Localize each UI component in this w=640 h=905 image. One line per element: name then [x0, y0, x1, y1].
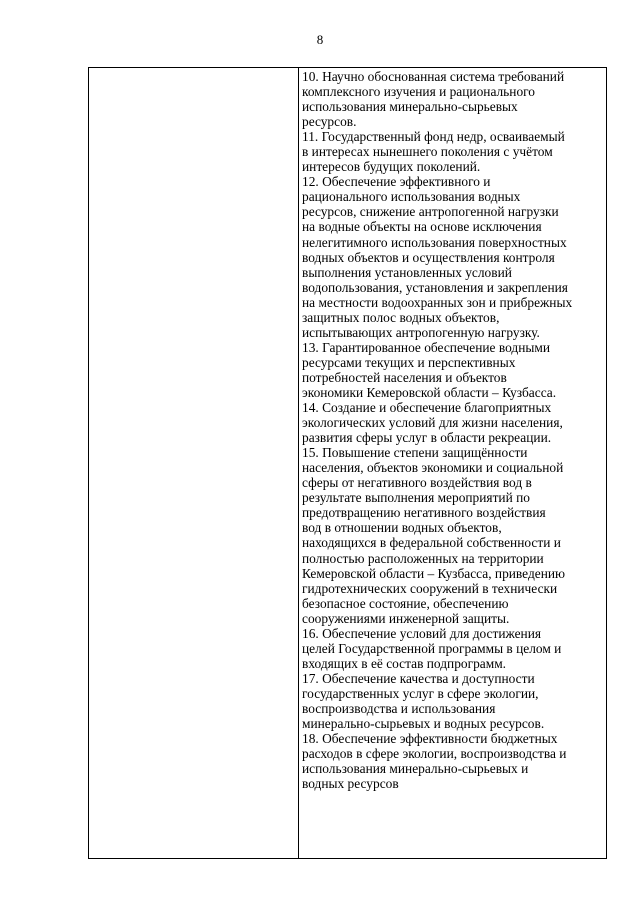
- list-item-line: на водные объекты на основе исключения: [302, 219, 542, 235]
- list-item: [302, 174, 603, 340]
- table-cell-right: [299, 68, 607, 859]
- list-item-line: использования минерально-сырьевых: [302, 99, 518, 115]
- list-item-line: ресурсами текущих и перспективных: [302, 354, 516, 370]
- list-item: [302, 400, 603, 445]
- list-item-line: результате выполнения мероприятий по: [302, 490, 530, 506]
- list-item-line: экономики Кемеровской области – Кузбасса.: [302, 384, 557, 400]
- list-item-line: на местности водоохранных зон и прибрежных: [302, 294, 573, 310]
- list-item-line: водных ресурсов: [302, 776, 399, 792]
- list-item-line: 13. Гарантированное обеспечение водными: [302, 339, 551, 355]
- list-item-line: населения, объектов экономики и социальной: [302, 460, 564, 476]
- list-item-line: ресурсов.: [302, 114, 357, 130]
- list-item-line: водных объектов и осуществления контроля: [302, 249, 555, 265]
- list-item-line: безопасное состояние, обеспечению: [302, 595, 509, 611]
- list-item-line: 17. Обеспечение качества и доступности: [302, 670, 535, 686]
- list-item-line: воспроизводства и использования: [302, 700, 496, 716]
- list-item-line: использования минерально-сырьевых и: [302, 761, 529, 777]
- list-item-line: интересов будущих поколений.: [302, 159, 481, 175]
- goals-list: [299, 68, 606, 858]
- list-item-line: ресурсов, снижение антропогенной нагрузки: [302, 204, 559, 220]
- list-item-line: 11. Государственный фонд недр, осваиваемый: [302, 129, 565, 145]
- list-item-line: 18. Обеспечение эффективности бюджетных: [302, 731, 558, 747]
- list-item-line: вод в отношении водных объектов,: [302, 520, 502, 536]
- list-item-line: экологических условий для жизни населения,: [302, 415, 563, 431]
- list-item-line: защитных полос водных объектов,: [302, 309, 500, 325]
- left-cell-text: [89, 68, 298, 858]
- list-item-line: Кемеровской области – Кузбасса, приведению: [302, 565, 566, 581]
- list-item-line: находящихся в федеральной собственности и: [302, 535, 561, 551]
- page-number: 8: [316, 32, 324, 47]
- table-row: [89, 68, 607, 859]
- list-item-line: выполнения установленных условий: [302, 264, 512, 280]
- list-item-line: рационального использования водных: [302, 189, 521, 205]
- list-item-line: целей Государственной программы в целом и: [302, 640, 562, 656]
- list-item: [302, 731, 603, 791]
- list-item-line: входящих в её состав подпрограмм.: [302, 655, 507, 671]
- list-item-line: 10. Научно обоснованная система требований: [302, 69, 565, 84]
- list-item-line: 15. Повышение степени защищённости: [302, 445, 528, 461]
- list-item-line: комплексного изучения и рационального: [302, 84, 536, 100]
- list-item: [302, 340, 603, 400]
- list-item: [302, 129, 603, 174]
- list-item-line: расходов в сфере экологии, воспроизводства и: [302, 746, 567, 762]
- list-item-line: потребностей населения и объектов: [302, 369, 507, 385]
- list-item-line: испытывающих антропогенную нагрузку.: [302, 324, 540, 340]
- list-item: [302, 69, 603, 129]
- list-item-line: водопользования, установления и закрепления: [302, 279, 568, 295]
- list-item-line: минерально-сырьевых и водных ресурсов.: [302, 716, 545, 732]
- list-item-line: сферы от негативного воздействия вод в: [302, 475, 532, 491]
- list-item-line: предотвращению негативного воздействия: [302, 505, 546, 521]
- list-item-line: нелегитимного использования поверхностных: [302, 234, 567, 250]
- list-item: [302, 626, 603, 671]
- list-item: [302, 445, 603, 626]
- list-item-line: в интересах нынешнего поколения с учётом: [302, 144, 553, 160]
- list-item-line: государственных услуг в сфере экологии,: [302, 685, 539, 701]
- list-item-line: 16. Обеспечение условий для достижения: [302, 625, 542, 641]
- list-item-line: сооружениями инженерной защиты.: [302, 610, 510, 626]
- list-item-line: 12. Обеспечение эффективного и: [302, 174, 491, 190]
- list-item-line: гидротехнических сооружений в технически: [302, 580, 558, 596]
- list-item: [302, 671, 603, 731]
- goals-table: [88, 67, 607, 859]
- list-item-line: развития сферы услуг в области рекреации.: [302, 430, 552, 446]
- table-cell-left: [89, 68, 299, 859]
- list-item-line: полностью расположенных на территории: [302, 550, 544, 566]
- list-item-line: 14. Создание и обеспечение благоприятных: [302, 400, 552, 416]
